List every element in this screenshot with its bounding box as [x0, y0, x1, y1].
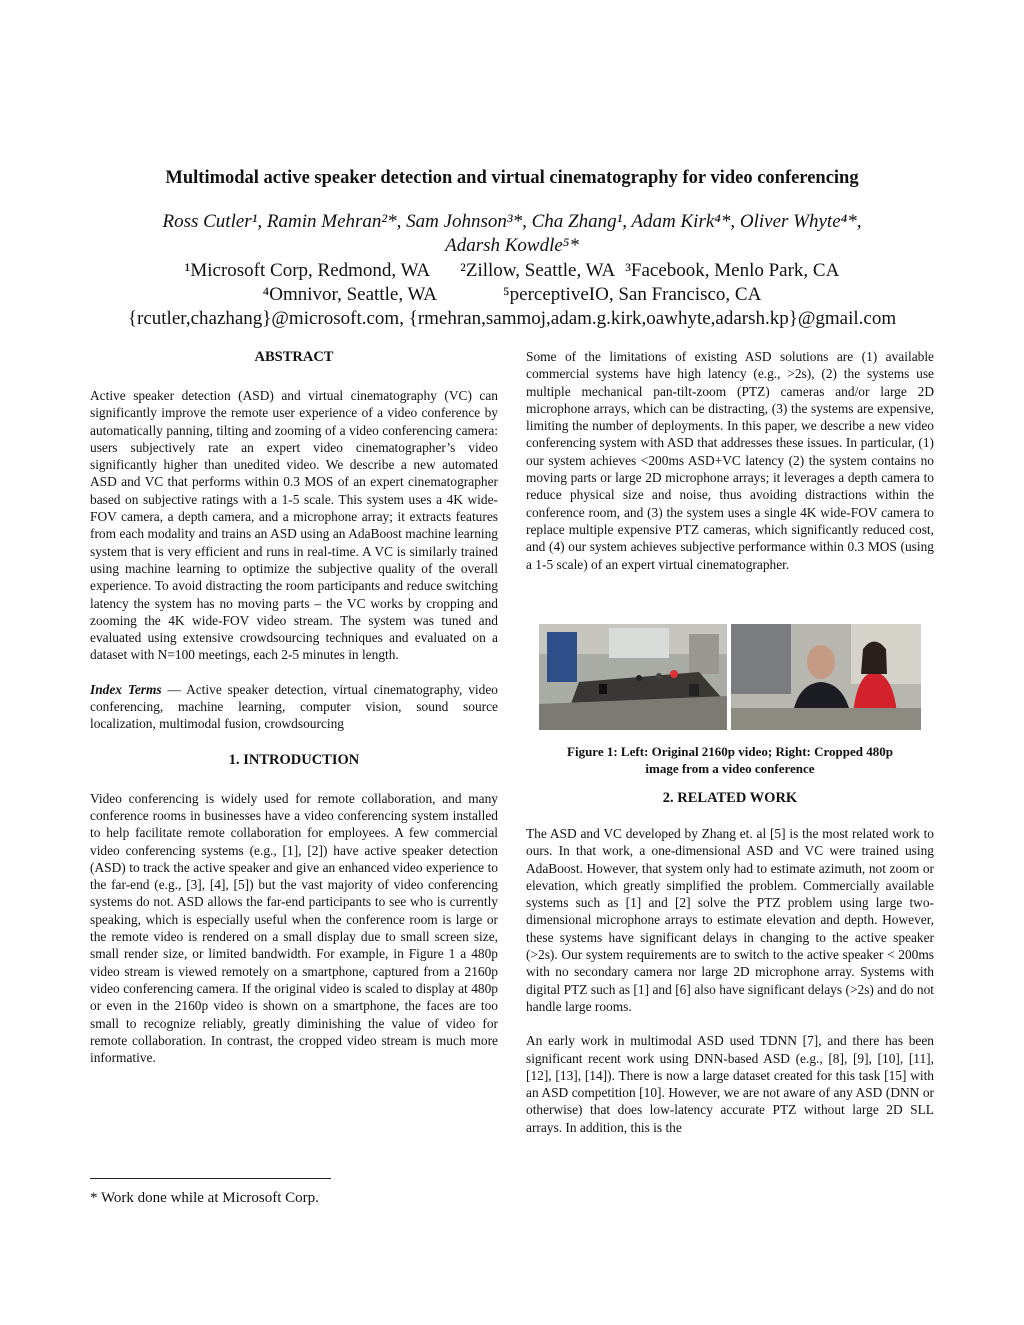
- related-work-paragraph-2: An early work in multimodal ASD used TDNN [7], and there has been significant recent work using DNN-based ASD (e.g., [8], [9], [10], [11], [12], [13], [14]). There is now a large dataset created for this task [15] with an ASD competition [10]. However, we are not aware of any ASD (DNN or otherwise) that does low-latency accurate PTZ without large 2D SLL arrays. In addition, this is the: [526, 1033, 934, 1135]
- affiliation-perceptiveio: ⁵perceptiveIO, San Francisco, CA: [503, 284, 762, 305]
- right-column: [526, 348, 934, 573]
- original-2160p-video-image: [539, 624, 727, 730]
- index-terms-label: Index Terms: [90, 681, 162, 697]
- figure-caption-line-2: image from a video conference: [645, 761, 815, 776]
- affiliation-omnivor: ⁴Omnivor, Seattle, WA: [262, 284, 438, 305]
- intro-continued-text: Some of the limitations of existing ASD solutions are (1) available commercial systems have high latency (e.g., >2s), (2) the systems use multiple mechanical pan-tilt-zoom (PTZ) cameras and/or large 2D microphone arrays, which can be distracting, (3) the systems are expensive, limiting the number of deployments. In this paper, we describe a new video conferencing system with ASD that addresses these issues. In particular, (1) our system achieves <200ms ASD+VC latency (2) the system contains no moving parts or large 2D microphone arrays; it leverages a depth camera to reduce physical size and noise, thus avoiding distractions within the conference room, and (3) the system uses a single 4K wide-FOV camera to replace multiple expensive PTZ cameras, which significantly reduced cost, and (4) our system achieves subjective performance within 0.3 MOS (using a 1-5 scale) of an expert virtual cinematographer.: [526, 349, 934, 572]
- footnote-rule: [90, 1178, 331, 1179]
- conference-room-wide-image: [539, 624, 727, 730]
- footnote: * Work done while at Microsoft Corp.: [90, 1190, 319, 1206]
- affiliation-line-1: [60, 259, 964, 283]
- index-terms: [90, 681, 498, 733]
- author-list: [100, 210, 924, 258]
- left-column: [90, 348, 498, 1083]
- cropped-480p-image: [731, 624, 921, 730]
- figure-1-caption: [526, 743, 934, 777]
- author-line-2: Adarsh Kowdle⁵*: [445, 235, 579, 256]
- figure-1: [539, 624, 921, 730]
- affiliation-line-2: [60, 283, 964, 307]
- related-work-heading: 2. RELATED WORK: [662, 790, 798, 806]
- affiliation-zillow: ²Zillow, Seattle, WA: [460, 260, 616, 281]
- related-work-section: [526, 789, 934, 1153]
- affiliation-facebook: ³Facebook, Menlo Park, CA: [625, 260, 840, 281]
- related-work-paragraph-1: The ASD and VC developed by Zhang et. al [5] is the most related work to ours. In that work, a one-dimensional ASD and VC were trained using AdaBoost. However, that system only had to estimate azimuth, not zoom or elevation, which greatly simplified the problem. Commercially available systems such as [1] and [2] solve the PTZ problem using large two-dimensional microphone arrays to estimate elevation and depth. However, these systems have significant delays in changing to the active speaker (>2s). Our system requirements are to switch to the active speaker < 200ms with no secondary camera nor large 2D microphone array. Systems with digital PTZ such as [1] and [6] also have significant delays (>2s) and do not handle large rooms.: [526, 826, 934, 1014]
- figure-caption-line-1: Figure 1: Left: Original 2160p video; Right: Cropped 480p: [567, 744, 893, 759]
- introduction-heading: 1. INTRODUCTION: [228, 751, 360, 768]
- introduction-text: Video conferencing is widely used for remote collaboration, and many conference rooms in businesses have a video conferencing system installed to help facilitate remote collaboration for employees. A few commercial video conferencing systems (e.g., [1], [2]) have active speaker detection (ASD) to track the active speaker and give an enhanced video experience to the far-end (e.g., [3], [4], [5]) but the vast majority of video conferencing systems do not. ASD allows the far-end participants to see who is currently speaking, which is especially useful when the conference room is large or the remote video is rendered on a small display due to small screen size, small render size, or limited bandwidth. For example, in Figure 1 a 480p video stream is viewed remotely on a smartphone, captured from a 2160p video conferencing camera. If the original video is scaled to display at 480p or even in the 2160p video is shown on a smartphone, the faces are too small to recognize reliably, greatly diminishing the value of video for remote collaboration. In contrast, the cropped video stream is much more informative.: [90, 790, 498, 1066]
- speaker-closeup-image: [731, 624, 921, 730]
- affiliation-microsoft: ¹Microsoft Corp, Redmond, WA: [184, 260, 431, 281]
- paper-title: Multimodal active speaker detection and virtual cinematography for video conferencing: [165, 168, 859, 188]
- author-emails: {rcutler,chazhang}@microsoft.com, {rmehran,sammoj,adam.g.kirk,oawhyte,adarsh.kp}@gmail.com: [127, 308, 897, 329]
- abstract-heading: ABSTRACT: [254, 349, 334, 365]
- abstract-text: Active speaker detection (ASD) and virtual cinematography (VC) can significantly improve the remote user experience of a video conference by automatically panning, tilting and zooming of a video conferencing camera: users subjectively rate an expert video cinematographer’s video significantly higher than unedited video. We describe a new automated ASD and VC that performs within 0.3 MOS of an expert cinematographer based on subjective ratings with a 1-5 scale. This system uses a 4K wide-FOV camera, a depth camera, and a microphone array; it extracts features from each modality and trains an ASD using an AdaBoost machine learning system that is very efficient and runs in real-time. A VC is similarly trained using machine learning to optimize the subjective quality of the overall experience. To avoid distracting the room participants and reduce switching latency the system has no moving parts – the VC works by cropping and zooming the 4K wide-FOV video stream. The system was tuned and evaluated using extensive crowdsourcing techniques and evaluated on a dataset with N=100 meetings, each 2-5 minutes in length.: [90, 388, 498, 663]
- author-line-1: Ross Cutler¹, Ramin Mehran²*, Sam Johnson³*, Cha Zhang¹, Adam Kirk⁴*, Oliver Whyte⁴*,: [162, 211, 862, 232]
- index-terms-text: — Active speaker detection, virtual cinematography, video conferencing, machine learning, computer vision, sound source localization, multimodal fusion, crowdsourcing: [90, 681, 498, 732]
